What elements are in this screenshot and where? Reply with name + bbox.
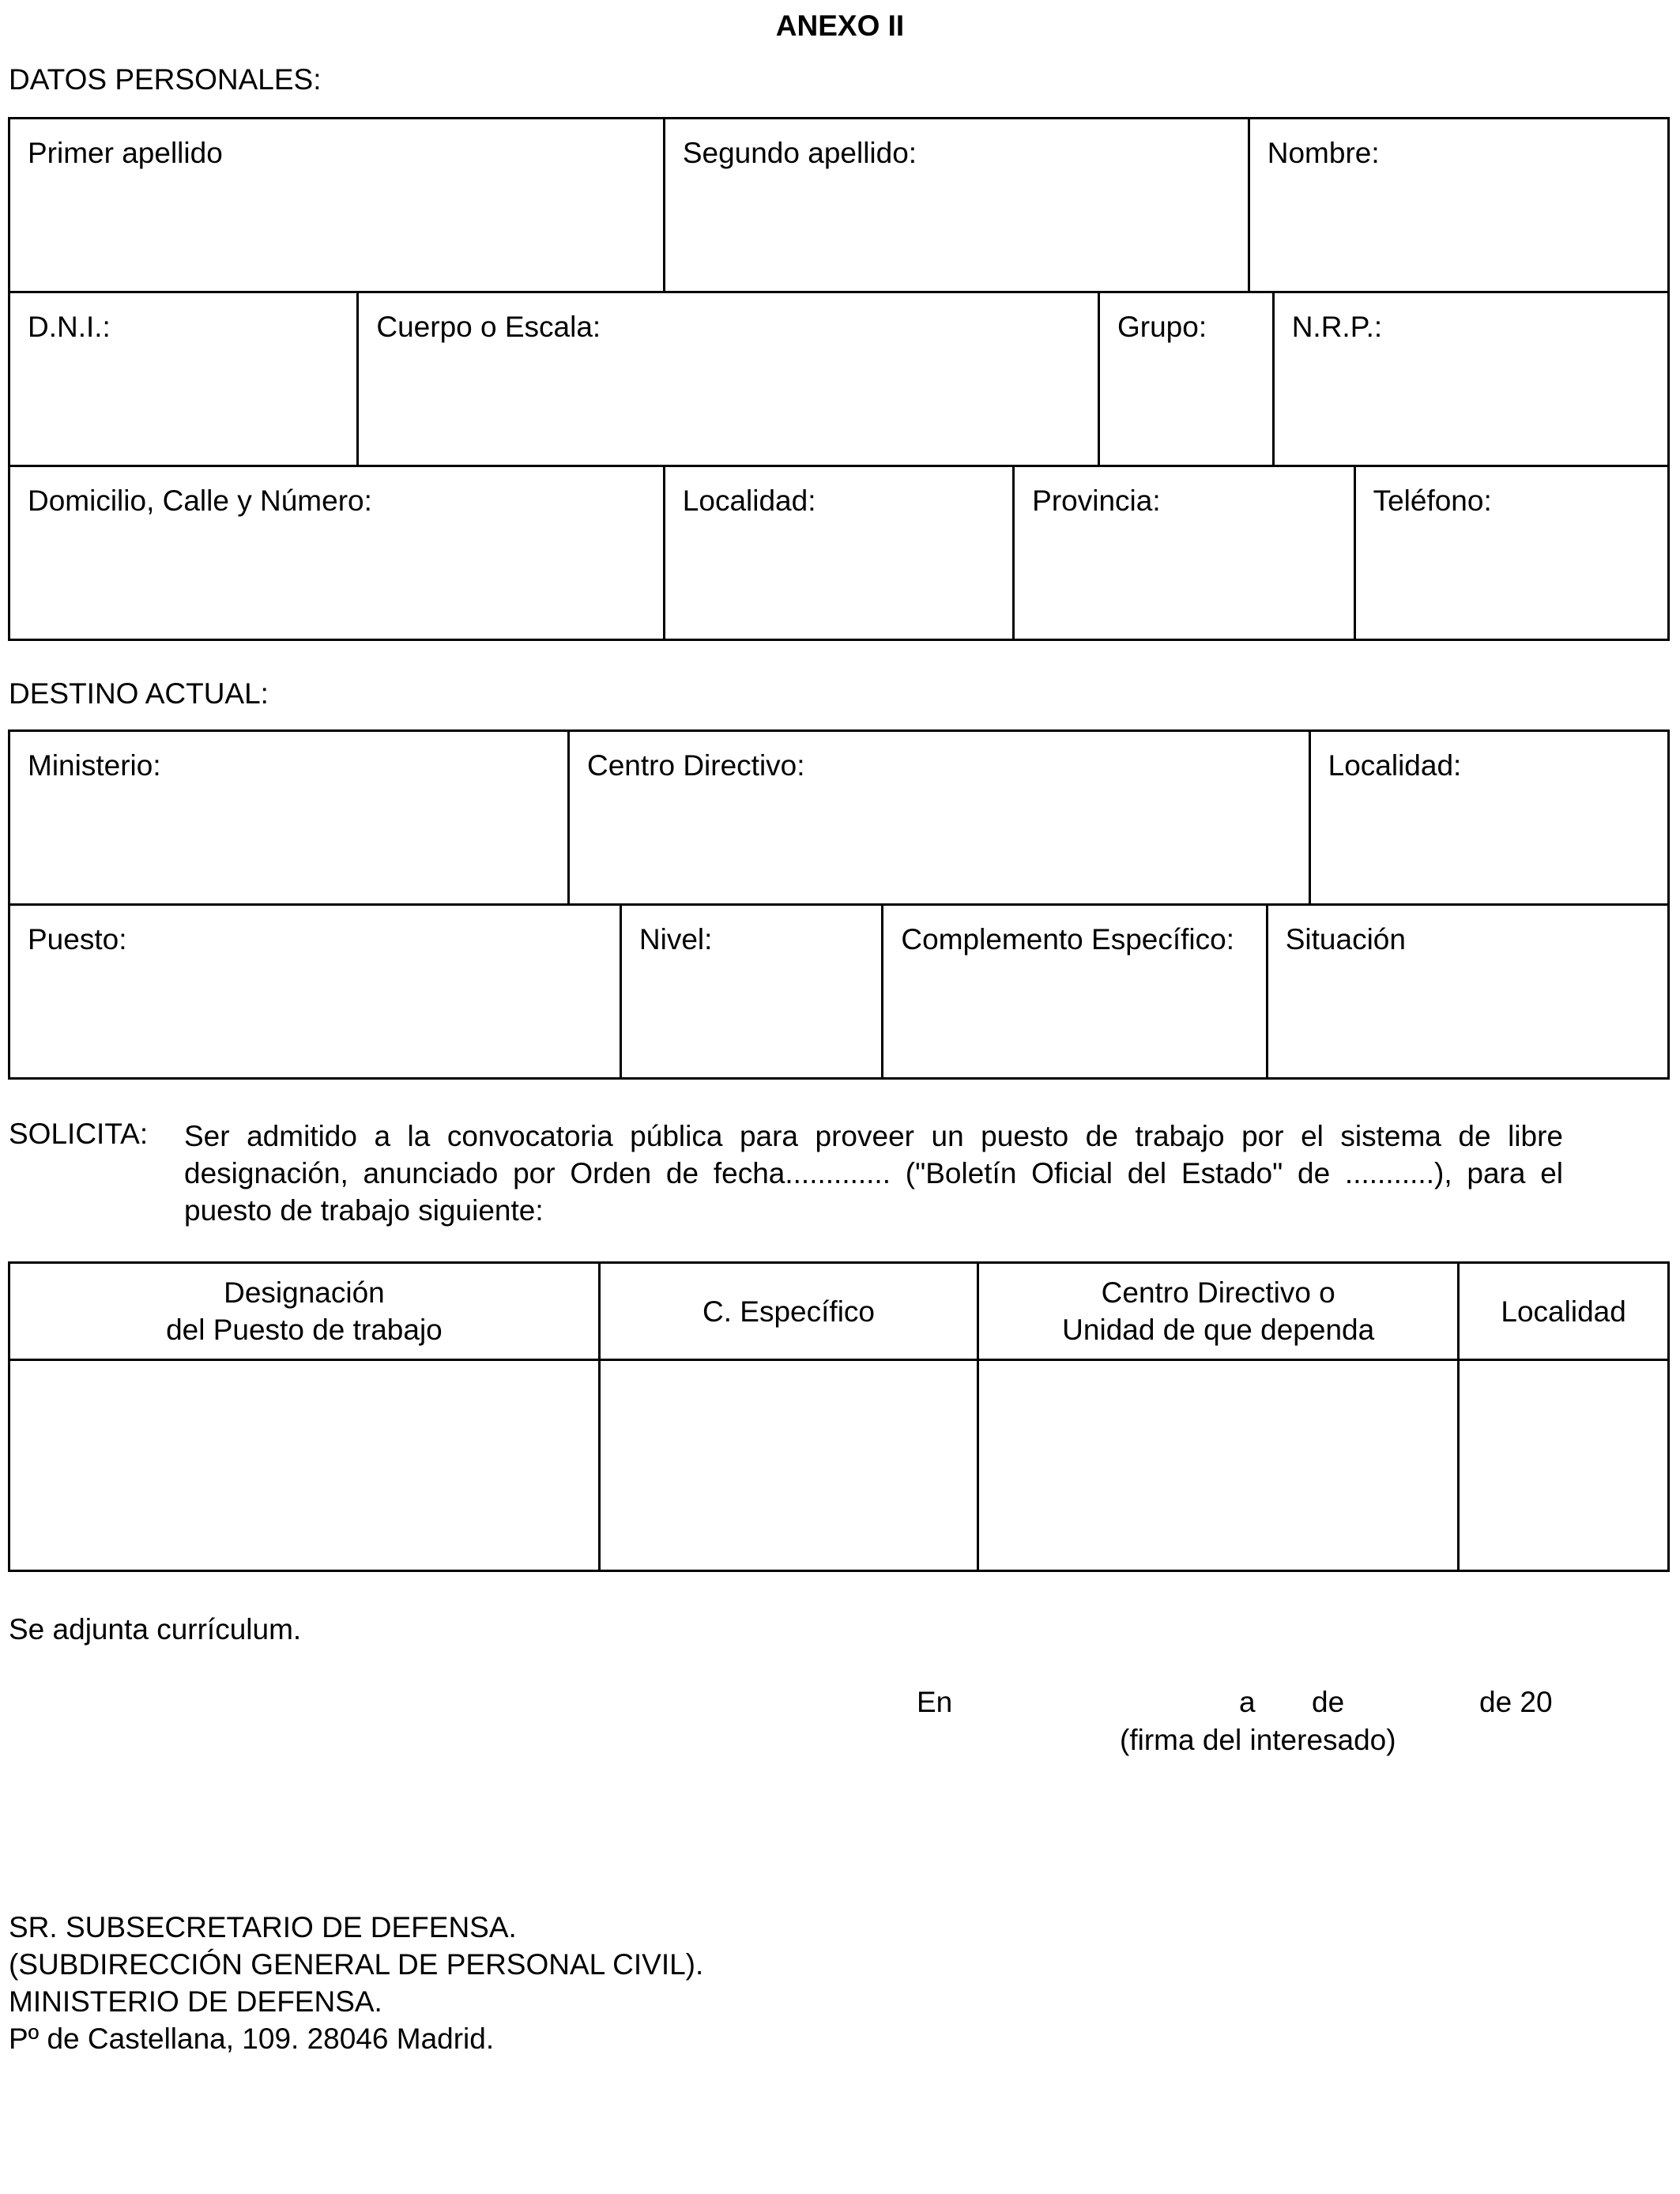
localidad-destino-label: Localidad: xyxy=(1328,749,1462,782)
firma-label: (firma del interesado) xyxy=(1120,1724,1396,1756)
localidad-cell[interactable] xyxy=(1459,1360,1669,1571)
provincia-field[interactable] xyxy=(1015,467,1355,641)
nrp-label: N.R.P.: xyxy=(1291,311,1383,343)
header-centro-directivo-line2: Unidad de que dependa xyxy=(1062,1314,1375,1346)
header-localidad xyxy=(1459,1263,1669,1360)
primer-apellido-field[interactable] xyxy=(10,119,665,293)
destinatario-block xyxy=(9,1909,703,2057)
datos-personales-grid xyxy=(8,117,1670,641)
header-designacion xyxy=(9,1263,600,1360)
table-row xyxy=(9,1360,1669,1571)
destino-actual-label: DESTINO ACTUAL: xyxy=(9,677,269,710)
grupo-label: Grupo: xyxy=(1117,311,1207,343)
datos-personales-label: DATOS PERSONALES: xyxy=(9,63,322,96)
destinatario-line: MINISTERIO DE DEFENSA. xyxy=(9,1985,382,2018)
solicita-label: SOLICITA: xyxy=(9,1118,149,1150)
solicita-text: Ser admitido a la convocatoria pública para proveer un puesto de trabajo por el sistema de libre designación, anunciado por Orden de fecha............. ("Boletín Oficial del Estado" de ...........), para el puesto de trabajo siguiente: xyxy=(184,1120,1563,1227)
nivel-label: Nivel: xyxy=(638,923,713,956)
complemento-especifico-label: Complemento Específico: xyxy=(901,923,1235,956)
destinatario-line: Pº de Castellana, 109. 28046 Madrid. xyxy=(9,2022,495,2055)
date-en: En xyxy=(917,1686,953,1718)
segundo-apellido-field[interactable] xyxy=(665,119,1250,293)
dni-field[interactable] xyxy=(10,293,359,467)
telefono-label: Teléfono: xyxy=(1373,484,1492,517)
centro-directivo-label: Centro Directivo: xyxy=(586,749,805,782)
telefono-field[interactable] xyxy=(1356,467,1670,641)
header-c-especifico-text: C. Específico xyxy=(703,1295,875,1328)
centro-directivo-cell[interactable] xyxy=(978,1360,1459,1571)
domicilio-label: Domicilio, Calle y Número: xyxy=(28,484,372,517)
segundo-apellido-label: Segundo apellido: xyxy=(682,137,917,169)
nombre-field[interactable] xyxy=(1250,119,1670,293)
nombre-label: Nombre: xyxy=(1267,137,1380,169)
dni-label: D.N.I.: xyxy=(28,311,111,343)
header-designacion-line1: Designación xyxy=(224,1276,385,1309)
destinatario-line: SR. SUBSECRETARIO DE DEFENSA. xyxy=(9,1911,517,1943)
localidad-field[interactable] xyxy=(665,467,1015,641)
date-a: a xyxy=(1239,1686,1256,1718)
localidad-label: Localidad: xyxy=(682,484,816,517)
nivel-field[interactable] xyxy=(622,906,884,1080)
grupo-field[interactable] xyxy=(1100,293,1275,467)
situacion-field[interactable] xyxy=(1268,906,1670,1080)
puesto-field[interactable] xyxy=(10,906,622,1080)
curriculum-note: Se adjunta currículum. xyxy=(9,1613,302,1646)
c-especifico-cell[interactable] xyxy=(599,1360,977,1571)
date-de-20: de 20 xyxy=(1479,1686,1553,1718)
provincia-label: Provincia: xyxy=(1032,484,1161,517)
ministerio-field[interactable] xyxy=(10,732,570,906)
header-designacion-line2: del Puesto de trabajo xyxy=(166,1314,443,1346)
cuerpo-escala-field[interactable] xyxy=(359,293,1100,467)
header-localidad-text: Localidad xyxy=(1501,1295,1626,1328)
document-title: ANEXO II xyxy=(775,9,905,42)
destino-actual-grid xyxy=(8,729,1670,1080)
header-centro-directivo-line1: Centro Directivo o xyxy=(1101,1276,1335,1309)
destinatario-line: (SUBDIRECCIÓN GENERAL DE PERSONAL CIVIL). xyxy=(9,1948,704,1981)
primer-apellido-label: Primer apellido xyxy=(28,137,223,169)
header-c-especifico xyxy=(599,1263,977,1360)
cuerpo-escala-label: Cuerpo o Escala: xyxy=(376,311,601,343)
puesto-label: Puesto: xyxy=(28,923,127,956)
nrp-field[interactable] xyxy=(1275,293,1670,467)
situacion-label: Situación xyxy=(1285,923,1406,956)
complemento-especifico-field[interactable] xyxy=(883,906,1268,1080)
ministerio-label: Ministerio: xyxy=(28,749,161,782)
table-header-row xyxy=(9,1263,1669,1360)
localidad-destino-field[interactable] xyxy=(1311,732,1670,906)
designacion-cell[interactable] xyxy=(9,1360,600,1571)
puesto-solicitado-table xyxy=(8,1261,1670,1572)
centro-directivo-field[interactable] xyxy=(570,732,1311,906)
date-de: de xyxy=(1312,1686,1345,1718)
domicilio-field[interactable] xyxy=(10,467,665,641)
header-centro-directivo xyxy=(978,1263,1459,1360)
